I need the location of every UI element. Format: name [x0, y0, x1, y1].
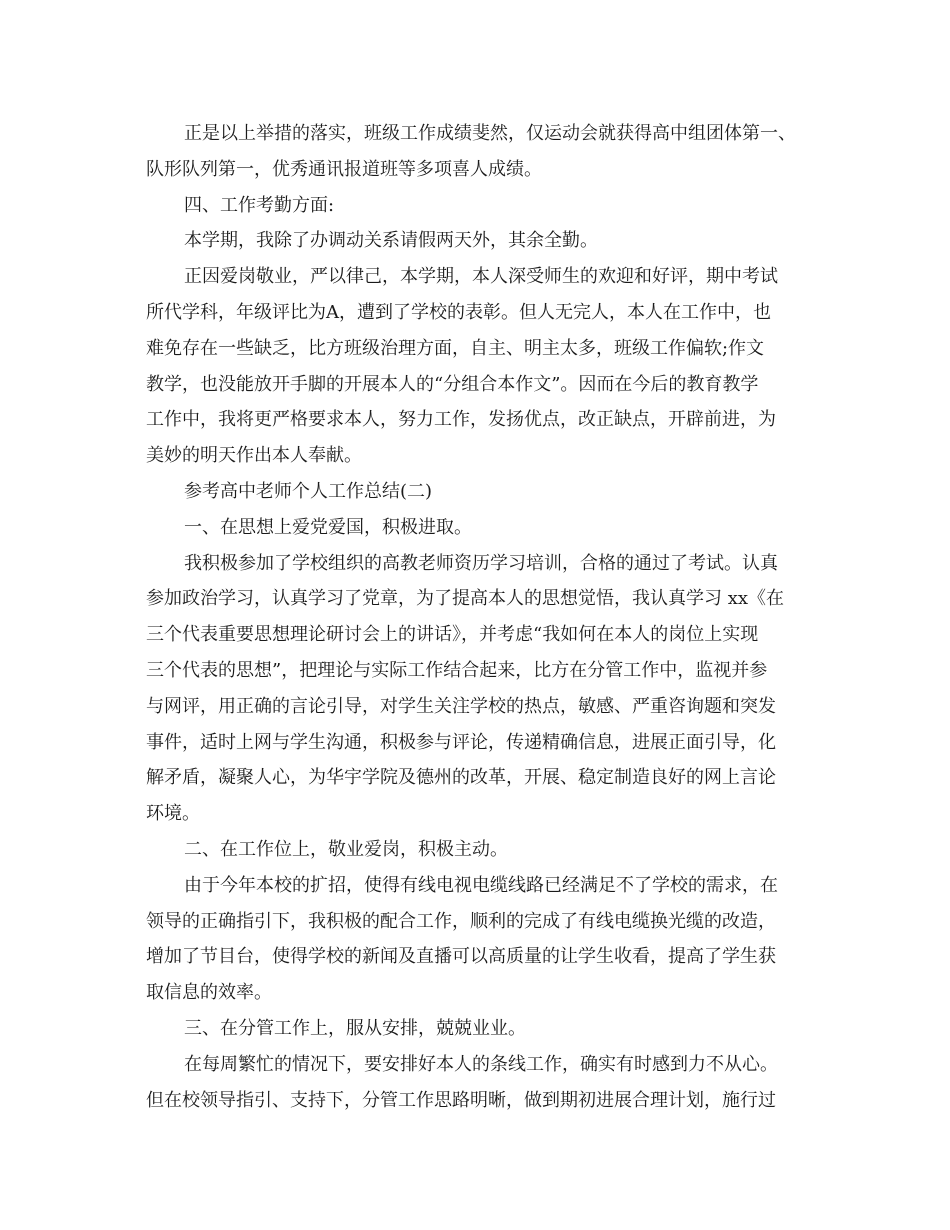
- text-line: 队形队列第一，优秀通讯报道班等多项喜人成绩。: [146, 158, 542, 180]
- text-line: 本学期，我除了办调动关系请假两天外，其余全勤。: [184, 230, 598, 252]
- text-line: 我积极参加了学校组织的高教老师资历学习培训，合格的通过了考试。认真: [184, 552, 778, 574]
- text-line: 三个代表重要思想理论研讨会上的讲话》，并考虑“我如何在本人的岗位上实现: [146, 624, 759, 646]
- text-line: 取信息的效率。: [146, 982, 272, 1004]
- text-line: 在每周繁忙的情况下，要安排好本人的条线工作，确实有时感到力不从心。: [184, 1053, 778, 1075]
- text-line: 一、在思想上爱党爱国，积极进取。: [184, 516, 472, 538]
- text-line: 解矛盾，凝聚人心，为华宇学院及德州的改革，开展、稳定制造良好的网上言论: [146, 767, 776, 789]
- text-line: 难免存在一些缺乏，比方班级治理方面，自主、明主太多，班级工作偏软;作文: [146, 337, 765, 359]
- text-line: 二、在工作位上，敬业爱岗，积极主动。: [184, 838, 508, 860]
- document-body: [146, 116, 816, 1118]
- text-line: 参考高中老师个人工作总结(二): [184, 480, 433, 502]
- text-line: 环境。: [146, 803, 200, 825]
- text-line: 事件，适时上网与学生沟通，积极参与评论，传递精确信息，进展正面引导，化: [146, 731, 776, 753]
- text-line: 与网评，用正确的言论引导，对学生关注学校的热点，敏感、严重咨询题和突发: [146, 695, 776, 717]
- text-line: 由于今年本校的扩招，使得有线电视电缆线路已经满足不了学校的需求，在: [184, 874, 778, 896]
- text-line: 领导的正确指引下，我积极的配合工作，顺利的完成了有线电缆换光缆的改造，: [146, 910, 776, 932]
- text-line: 增加了节目台，使得学校的新闻及直播可以高质量的让学生收看，提高了学生获: [146, 946, 776, 968]
- text-line: 但在校领导指引、支持下，分管工作思路明晰，做到期初进展合理计划，施行过: [146, 1089, 776, 1111]
- text-line: 美妙的明天作出本人奉献。: [146, 445, 362, 467]
- text-line: 三个代表的思想”，把理论与实际工作结合起来，比方在分管工作中，监视并参: [146, 659, 768, 681]
- text-line: 正因爱岗敬业，严以律己，本学期，本人深受师生的欢迎和好评，期中考试: [184, 266, 778, 288]
- text-line: 参加政治学习，认真学习了党章，为了提高本人的思想觉悟，我认真学习 xx《在: [146, 588, 785, 610]
- text-line: 正是以上举措的落实，班级工作成绩斐然，仅运动会就获得高中组团体第一、: [184, 123, 796, 144]
- text-line: 工作中，我将更严格要求本人，努力工作，发扬优点，改正缺点，开辟前进，为: [146, 409, 776, 431]
- text-line: 所代学科，年级评比为A，遭到了学校的表彰。但人无完人，本人在工作中，也: [146, 301, 771, 323]
- text-line: 四、工作考勤方面:: [184, 194, 335, 216]
- text-line: 三、在分管工作上，服从安排，兢兢业业。: [184, 1017, 526, 1039]
- text-line: 教学，也没能放开手脚的开展本人的“分组合本作文”。因而在今后的教育教学: [146, 373, 759, 395]
